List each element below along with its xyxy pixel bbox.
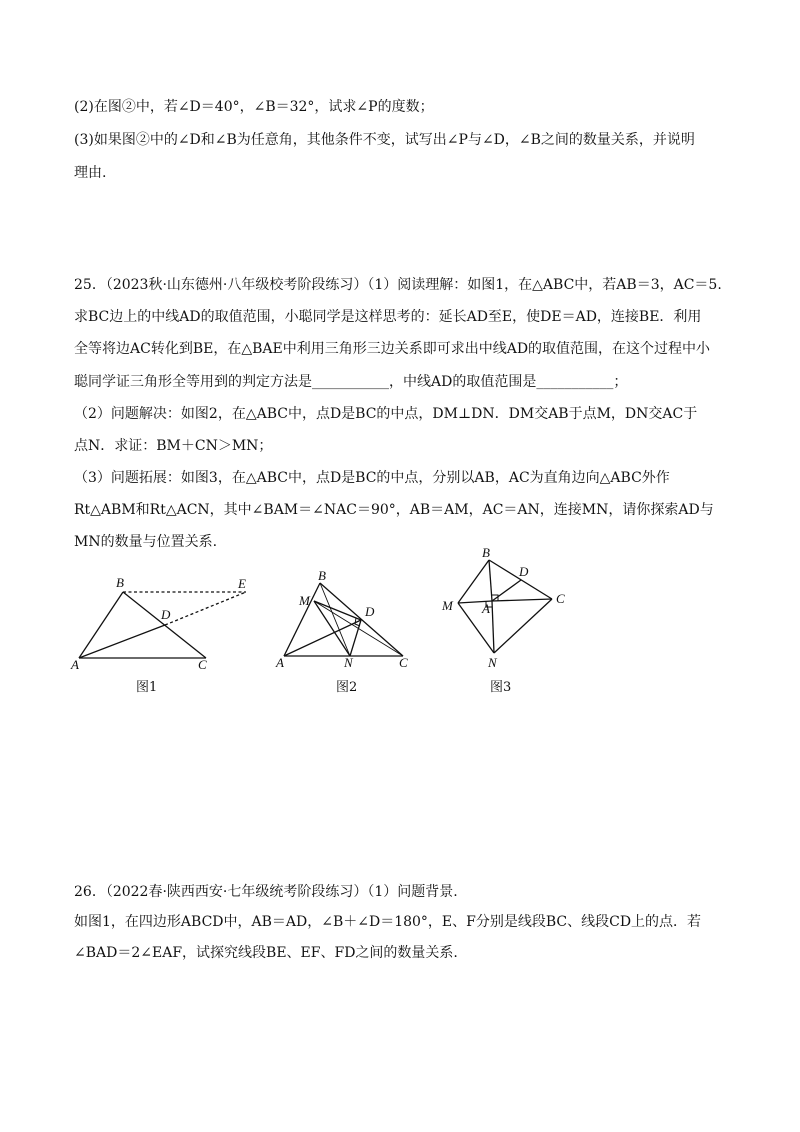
q26-line-1: 26．（2022春·陕西西安·七年级统考阶段练习）（1）问题背景. [74,884,458,900]
fig3-label-a: A [482,601,490,616]
fig1-segment-de [165,592,246,625]
fig1-caption: 图1 [136,680,158,695]
fig3-segment-ab [489,560,492,601]
q25-line-9: MN的数量与位置关系. [74,534,218,550]
fig2-label-m: M [299,593,310,608]
fig2-segment-mn [314,601,350,656]
q25-line-5: （2）问题解决：如图2，在△ABC中，点D是BC的中点，DM⊥DN．DM交AB于点M，DN交AC于 [74,406,698,422]
fig1-label-e: E [238,576,246,591]
q24-line-2: (2)在图②中，若∠D＝40°，∠B＝32°，试求∠P的度数； [74,99,434,115]
fig2-segment-nb [320,583,350,656]
figure-2 [272,568,422,672]
fig3-label-b: B [482,545,490,560]
q25-line-3: 全等将边AC转化到BE，在△BAE中利用三角形三边关系即可求出中线AD的取值范围，在这个过程中小 [74,341,711,357]
fig1-label-b: B [116,575,124,590]
fig3-segment-bm [458,560,489,603]
q24-line-4: 理由. [74,165,107,181]
q25-line-6: 点N．求证：BM＋CN＞MN； [74,438,273,454]
fig2-label-d: D [365,604,375,619]
fig1-label-d: D [161,607,171,622]
fig3-label-d: D [519,564,529,579]
fig1-segment-ad [79,625,165,658]
fig3-label-m: M [442,598,453,613]
q24-line-3: (3)如果图②中的∠D和∠B为任意角，其他条件不变，试写出∠P与∠D，∠B之间的数量关系，并说明 [74,132,695,148]
fig2-segment-md [314,601,361,620]
fig1-label-a: A [71,657,79,672]
fig2-segment-mc [314,601,403,656]
q25-line-2: 求BC边上的中线AD的取值范围，小聪同学是这样思考的：延长AD至E，使DE＝AD，连接BE．利用 [74,309,702,325]
fig2-segment-bc [320,583,403,656]
q25-line-8: Rt△ABM和Rt△ACN，其中∠BAM＝∠NAC＝90°，AB＝AM，AC＝AN，连接MN，请你探索AD与 [74,502,714,518]
fig3-label-n: N [488,655,497,670]
q26-line-2: 如图1，在四边形ABCD中，AB＝AD，∠B＋∠D＝180°，E、F分别是线段BC、线段CD上的点．若 [74,914,702,930]
fig2-label-a: A [276,655,284,670]
q25-line-4: 聪同学证三角形全等用到的判定方法是___________，中线AD的取值范围是___________； [74,374,628,390]
fig3-segment-an [492,601,494,653]
figure-1 [70,572,260,672]
fig3-segment-ad [492,580,521,601]
fig2-segment-ad [284,620,361,656]
fig2-label-b: B [318,568,326,583]
q25-line-7: （3）问题拓展：如图3，在△ABC中，点D是BC的中点，分别以AB，AC为直角边向△ABC外作 [74,470,670,486]
fig3-label-c: C [556,591,565,606]
fig2-caption: 图2 [336,680,358,695]
fig2-label-c: C [399,655,408,670]
fig1-segment-ab [79,592,123,658]
fig2-label-n: N [344,655,353,670]
q26-line-3: ∠BAD＝2∠EAF，试探究线段BE、EF、FD之间的数量关系. [74,945,458,961]
fig1-label-c: C [198,657,207,672]
fig3-segment-ac [492,599,552,601]
fig3-segment-cn [494,599,552,653]
figure-3 [436,545,576,673]
fig3-caption: 图3 [490,680,512,695]
q25-line-1: 25．（2023秋·山东德州·八年级校考阶段练习）（1）阅读理解：如图1，在△ABC中，若AB＝3，AC＝5. [74,277,722,293]
